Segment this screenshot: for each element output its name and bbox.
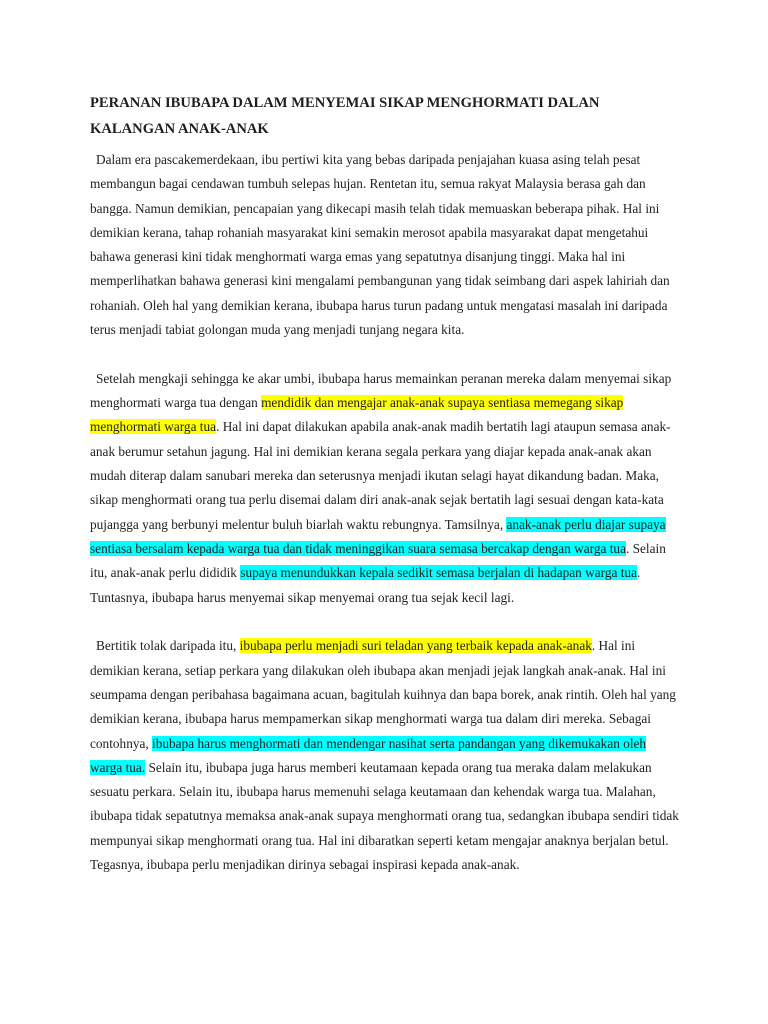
paragraph-2 bbox=[90, 367, 680, 610]
paragraph-text: . Hal ini demikian kerana, setiap perkara yang dilakukan oleh ibubapa akan menjadi jejak langkah anak-anak. Hal ini seumpama dengan peribahasa bagaimana acuan, bagitulah kuihnya dan bapa borek, anak rintih. Oleh hal yang demikian kerana, ibubapa harus mempamerkan sikap menghormati warga tua dalam diri mereka. Sebagai contohnya, bbox=[90, 638, 676, 751]
highlighted-text-cyan: anak-anak perlu diajar supaya sentiasa bersalam kepada warga tua dan tidak meninggikan suara semasa bercakap dengan warga tua bbox=[90, 516, 666, 556]
document-title: PERANAN IBUBAPA DALAM MENYEMAI SIKAP MENGHORMATI DALAN KALANGAN ANAK-ANAK bbox=[90, 95, 600, 137]
highlighted-text-cyan: supaya menundukkan kepala sedikit semasa berjalan di hadapan warga tua bbox=[240, 565, 637, 581]
paragraph-text: Dalam era pascakemerdekaan, ibu pertiwi kita yang bebas daripada penjajahan kuasa asing telah pesat membangun bagai cendawan tumbuh selepas hujan. Rentetan itu, semua rakyat Malaysia berasa gah dan bangga. Namun demikian, pencapaian yang dikecapi masih telah tidak memuaskan beberapa pihak. Hal ini demikian kerana, tahap rohaniah masyarakat kini semakin merosot apabila masyarakat dapat mengetahui bahawa generasi kini tidak menghormati warga emas yang sepatutnya disanjung tinggi. Maka hal ini memperlihatkan bahawa generasi kini mengalami pembangunan yang tidak seimbang dari aspek lahiriah dan rohaniah. Oleh hal yang demikian kerana, ibubapa harus turun padang untuk mengatasi masalah ini daripada terus menjadi tabiat golongan muda yang menjadi tunjang negara kita. bbox=[90, 152, 670, 338]
paragraph-1 bbox=[90, 148, 680, 342]
paragraph-text: . Selain itu, anak-anak perlu dididik bbox=[90, 540, 666, 581]
document-page bbox=[90, 90, 680, 877]
highlighted-text-yellow: mendidik dan mengajar anak-anak supaya sentiasa memegang sikap menghormati warga tua bbox=[90, 395, 624, 435]
paragraph-text: Setelah mengkaji sehingga ke akar umbi, ibubapa harus memainkan peranan mereka dalam menyemai sikap menghormati warga tua dengan bbox=[90, 370, 672, 411]
highlighted-text-yellow: ibubapa perlu menjadi suri teladan yang terbaik kepada anak-anak bbox=[239, 638, 592, 654]
highlighted-text-cyan: ibubapa harus menghormati dan mendengar nasihat serta pandangan yang dikemukakan oleh warga tua. bbox=[90, 735, 647, 775]
paragraph-text: . Tuntasnya, ibubapa harus menyemai sikap menyemai orang tua sejak kecil lagi. bbox=[90, 565, 641, 605]
paragraph-text: Bertitik tolak daripada itu, bbox=[96, 638, 240, 654]
document-body bbox=[90, 148, 680, 877]
paragraph-3 bbox=[90, 634, 680, 877]
paragraph-text: Selain itu, ibubapa juga harus memberi keutamaan kepada orang tua meraka dalam melakukan sesuatu perkara. Selain itu, ibubapa harus memenuhi selaga keutamaan dan kehendak warga tua. Malahan, ibubapa tidak sepatutnya memaksa anak-anak supaya menghormati orang tua, sedangkan ibubapa sendiri tidak mempunyai sikap menghormati orang tua. Hal ini dibaratkan seperti ketam mengajar anaknya berjalan betul. Tegasnya, ibubapa perlu menjadikan dirinya sebagai inspirasi kepada anak-anak. bbox=[90, 759, 679, 873]
paragraph-text: . Hal ini dapat dilakukan apabila anak-anak madih bertatih lagi ataupun semasa anak-anak berumur setahun jagung. Hal ini demikian kerana segala perkara yang diajar kepada anak-anak akan mudah diterap dalam sanubari mereka dan seterusnya menjadi ikutan selagi hayat dikandung badan. Maka, sikap menghormati orang tua perlu disemai dalam diri anak-anak sejak bertatih lagi sesuai dengan kata-kata pujangga yang berbunyi melentur buluh biarlah waktu rebungnya. Tamsilnya, bbox=[90, 419, 671, 532]
